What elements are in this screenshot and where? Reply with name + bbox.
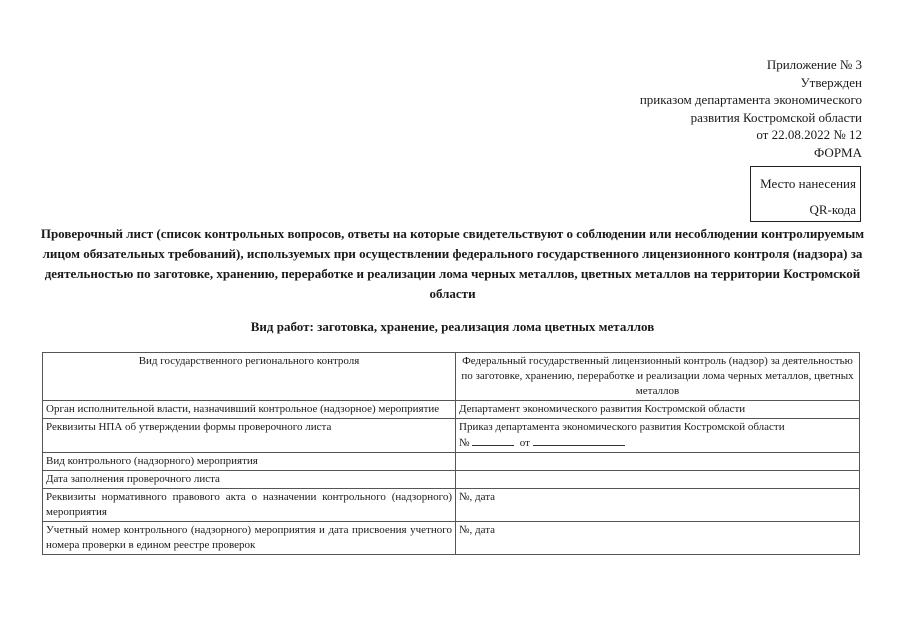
row-value: №, дата bbox=[456, 522, 860, 555]
row-value: №, дата bbox=[456, 489, 860, 522]
table-row bbox=[43, 471, 860, 489]
row-value bbox=[456, 419, 860, 453]
row-label: Дата заполнения проверочного листа bbox=[43, 471, 456, 489]
table-row bbox=[43, 419, 860, 453]
row-value bbox=[456, 471, 860, 489]
row-label: Вид контрольного (надзорного) мероприятия bbox=[43, 453, 456, 471]
order-line-2: развития Костромской области bbox=[690, 109, 862, 125]
checklist-info-table bbox=[42, 352, 860, 555]
qr-box-line-2: QR-кода bbox=[809, 202, 856, 217]
table-row bbox=[43, 353, 860, 401]
npa-from-label: от bbox=[519, 437, 530, 449]
order-line-1: приказом департамента экономического bbox=[639, 92, 862, 107]
qr-code-placeholder bbox=[750, 166, 861, 222]
document-title: Проверочный лист (список контрольных вопросов, ответы на которые свидетельствуют о соблюдении или несоблюдении контролируемым лицом обязательных требований), используемых при осуществлении федерального государственного лицензионного контроля (надзора) за деятельностью по заготовке, хранению, переработке и реализации лома черных металлов, цветных металлов на территории Костромской области bbox=[40, 226, 865, 301]
npa-number-label: № bbox=[459, 437, 470, 449]
row-value: Департамент экономического развития Костромской области bbox=[456, 401, 860, 419]
npa-date-blank bbox=[533, 435, 625, 446]
work-type-subtitle: Вид работ: заготовка, хранение, реализация лома цветных металлов bbox=[250, 319, 655, 334]
table-row bbox=[43, 401, 860, 419]
row-label: Реквизиты НПА об утверждении формы проверочного листа bbox=[43, 419, 456, 453]
npa-order-text: Приказ департамента экономического развития Костромской области bbox=[459, 421, 785, 433]
row-label: Вид государственного регионального контроля bbox=[43, 353, 456, 401]
row-label: Реквизиты нормативного правового акта о назначении контрольного (надзорного) мероприятия bbox=[43, 489, 456, 522]
approved-label: Утвержден bbox=[800, 74, 862, 90]
form-label: ФОРМА bbox=[814, 144, 862, 160]
row-label: Орган исполнительной власти, назначивший контрольное (надзорное) мероприятие bbox=[43, 401, 456, 419]
qr-box-line-1: Место нанесения bbox=[760, 176, 856, 191]
row-value bbox=[456, 453, 860, 471]
approval-header bbox=[640, 56, 862, 161]
table-row bbox=[43, 489, 860, 522]
npa-number-blank bbox=[472, 435, 514, 446]
appendix-number: Приложение № 3 bbox=[766, 57, 862, 72]
order-date: от 22.08.2022 № 12 bbox=[756, 127, 862, 142]
row-label: Учетный номер контрольного (надзорного) мероприятия и дата присвоения учетного номера проверки в едином реестре проверок bbox=[43, 522, 456, 555]
row-value: Федеральный государственный лицензионный контроль (надзор) за деятельностью по заготовке, хранению, переработке и реализации лома черных металлов, цветных металлов bbox=[456, 353, 860, 401]
table-row bbox=[43, 453, 860, 471]
table-row bbox=[43, 522, 860, 555]
npa-number-date-line bbox=[459, 435, 856, 451]
